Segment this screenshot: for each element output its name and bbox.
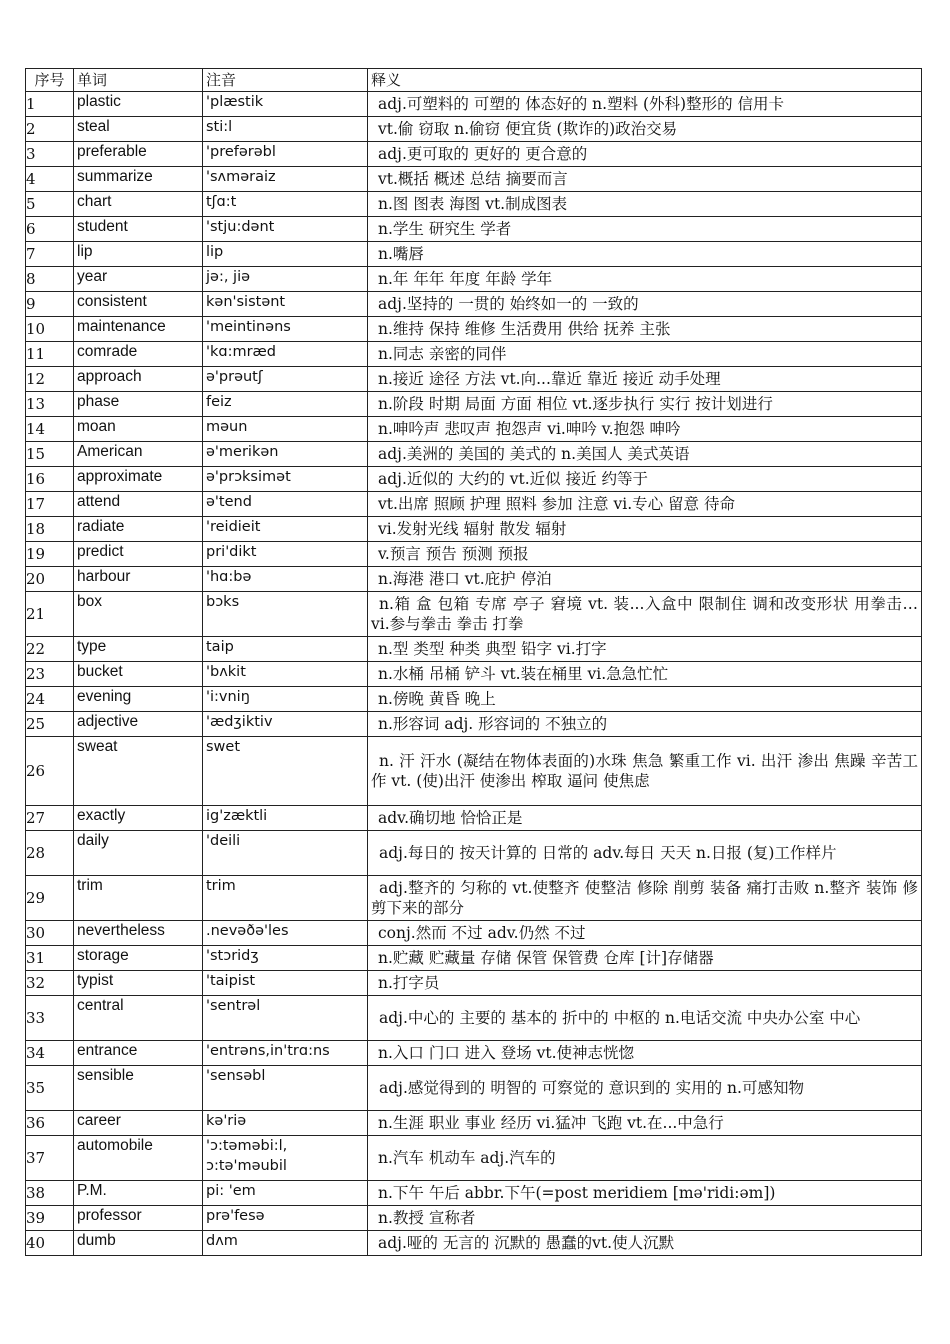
row-word: predict [74, 542, 203, 567]
row-phonetic: ə'prɔksimət [203, 467, 368, 492]
row-definition: vt.出席 照顾 护理 照料 参加 注意 vi.专心 留意 待命 [368, 492, 922, 517]
row-word: comrade [74, 342, 203, 367]
row-phonetic: ə'merikən [203, 442, 368, 467]
row-number: 26 [26, 737, 74, 806]
row-phonetic: məun [203, 417, 368, 442]
row-phonetic: swet [203, 737, 368, 806]
row-definition: adj.更可取的 更好的 更合意的 [368, 142, 922, 167]
row-number: 33 [26, 996, 74, 1041]
table-row [26, 921, 922, 946]
row-word: steal [74, 117, 203, 142]
row-number: 17 [26, 492, 74, 517]
row-definition: n.呻吟声 悲叹声 抱怨声 vi.呻吟 v.抱怨 呻吟 [368, 417, 922, 442]
row-word: entrance [74, 1041, 203, 1066]
row-number: 39 [26, 1206, 74, 1231]
table-row [26, 192, 922, 217]
header-number: 序号 [26, 69, 74, 92]
row-phonetic: pi: 'em [203, 1181, 368, 1206]
table-row [26, 1041, 922, 1066]
row-definition: n.维持 保持 维修 生活费用 供给 抚养 主张 [368, 317, 922, 342]
table-row [26, 637, 922, 662]
row-phonetic: sti:l [203, 117, 368, 142]
row-phonetic: taip [203, 637, 368, 662]
row-definition: n.箱 盒 包箱 专席 亭子 窘境 vt. 装...入盒中 限制住 调和改变形状 用拳击… vi.参与拳击 拳击 打拳 [368, 592, 922, 637]
row-phonetic: pri'dikt [203, 542, 368, 567]
row-word: typist [74, 971, 203, 996]
table-row [26, 167, 922, 192]
row-word: phase [74, 392, 203, 417]
table-row [26, 392, 922, 417]
row-definition: n.阶段 时期 局面 方面 相位 vt.逐步执行 实行 按计划进行 [368, 392, 922, 417]
row-phonetic: 'hɑ:bə [203, 567, 368, 592]
table-row [26, 996, 922, 1041]
row-phonetic: ə'tend [203, 492, 368, 517]
row-word: exactly [74, 806, 203, 831]
row-phonetic: 'ædʒiktiv [203, 712, 368, 737]
table-row [26, 971, 922, 996]
row-number: 5 [26, 192, 74, 217]
row-word: attend [74, 492, 203, 517]
row-phonetic: trim [203, 876, 368, 921]
row-phonetic: 'taipist [203, 971, 368, 996]
row-definition: adj.哑的 无言的 沉默的 愚蠢的vt.使人沉默 [368, 1231, 922, 1256]
row-definition: n.生涯 职业 事业 经历 vi.猛冲 飞跑 vt.在...中急行 [368, 1111, 922, 1136]
row-definition: v.预言 预告 预测 预报 [368, 542, 922, 567]
row-number: 21 [26, 592, 74, 637]
table-header-row [26, 69, 922, 92]
row-phonetic: 'sʌməraiz [203, 167, 368, 192]
row-phonetic: 'ɔ:təməbi:l, ɔ:tə'məubil [203, 1136, 368, 1181]
row-phonetic: kən'sistənt [203, 292, 368, 317]
row-phonetic: 'sensəbl [203, 1066, 368, 1111]
row-number: 37 [26, 1136, 74, 1181]
row-definition: n. 汗 汗水 (凝结在物体表面的)水珠 焦急 繁重工作 vi. 出汗 渗出 焦躁 辛苦工作 vt. (使)出汗 使渗出 榨取 逼问 使焦虑 [368, 737, 922, 806]
row-definition: n.图 图表 海图 vt.制成图表 [368, 192, 922, 217]
row-number: 3 [26, 142, 74, 167]
row-number: 36 [26, 1111, 74, 1136]
row-definition: adj.中心的 主要的 基本的 折中的 中枢的 n.电话交流 中央办公室 中心 [368, 996, 922, 1041]
row-word: dumb [74, 1231, 203, 1256]
row-word: plastic [74, 92, 203, 117]
row-word: American [74, 442, 203, 467]
table-row [26, 342, 922, 367]
row-number: 38 [26, 1181, 74, 1206]
table-row [26, 442, 922, 467]
table-row [26, 542, 922, 567]
row-definition: n.打字员 [368, 971, 922, 996]
row-number: 30 [26, 921, 74, 946]
row-number: 25 [26, 712, 74, 737]
row-phonetic: 'reidieit [203, 517, 368, 542]
row-word: summarize [74, 167, 203, 192]
row-word: approximate [74, 467, 203, 492]
row-word: professor [74, 1206, 203, 1231]
row-word: harbour [74, 567, 203, 592]
row-number: 14 [26, 417, 74, 442]
table-row [26, 292, 922, 317]
row-word: lip [74, 242, 203, 267]
row-definition: n.嘴唇 [368, 242, 922, 267]
row-definition: adj.可塑料的 可塑的 体态好的 n.塑料 (外科)整形的 信用卡 [368, 92, 922, 117]
table-row [26, 367, 922, 392]
table-row [26, 267, 922, 292]
row-phonetic: 'entrəns,in'trɑ:ns [203, 1041, 368, 1066]
row-phonetic: ig'zæktli [203, 806, 368, 831]
row-word: student [74, 217, 203, 242]
row-definition: n.形容词 adj. 形容词的 不独立的 [368, 712, 922, 737]
table-row [26, 117, 922, 142]
row-number: 27 [26, 806, 74, 831]
row-phonetic: .nevəðə'les [203, 921, 368, 946]
row-phonetic: 'deili [203, 831, 368, 876]
row-phonetic: 'bʌkit [203, 662, 368, 687]
row-definition: n.教授 宣称者 [368, 1206, 922, 1231]
row-word: consistent [74, 292, 203, 317]
row-number: 34 [26, 1041, 74, 1066]
table-body [26, 92, 922, 1256]
row-phonetic: 'plæstik [203, 92, 368, 117]
row-definition: adj.近似的 大约的 vt.近似 接近 约等于 [368, 467, 922, 492]
row-definition: n.同志 亲密的同伴 [368, 342, 922, 367]
row-definition: n.接近 途径 方法 vt.向...靠近 靠近 接近 动手处理 [368, 367, 922, 392]
row-number: 8 [26, 267, 74, 292]
row-word: nevertheless [74, 921, 203, 946]
row-definition: n.型 类型 种类 典型 铅字 vi.打字 [368, 637, 922, 662]
row-number: 7 [26, 242, 74, 267]
row-phonetic: jə:, jiə [203, 267, 368, 292]
row-phonetic: 'i:vniŋ [203, 687, 368, 712]
table-row [26, 242, 922, 267]
row-phonetic: lip [203, 242, 368, 267]
row-definition: n.年 年年 年度 年龄 学年 [368, 267, 922, 292]
row-number: 19 [26, 542, 74, 567]
table-row [26, 687, 922, 712]
row-definition: n.学生 研究生 学者 [368, 217, 922, 242]
row-word: box [74, 592, 203, 637]
row-definition: n.入口 门口 进入 登场 vt.使神志恍惚 [368, 1041, 922, 1066]
row-definition: vi.发射光线 辐射 散发 辐射 [368, 517, 922, 542]
row-definition: adj.感觉得到的 明智的 可察觉的 意识到的 实用的 n.可感知物 [368, 1066, 922, 1111]
row-definition: vt.偷 窃取 n.偷窃 便宜货 (欺诈的)政治交易 [368, 117, 922, 142]
row-number: 11 [26, 342, 74, 367]
row-definition: n.贮藏 贮藏量 存储 保管 保管费 仓库 [计]存储器 [368, 946, 922, 971]
table-row [26, 517, 922, 542]
row-phonetic: 'prefərəbl [203, 142, 368, 167]
row-definition: adj.坚持的 一贯的 始终如一的 一致的 [368, 292, 922, 317]
table-row [26, 417, 922, 442]
row-phonetic: feiz [203, 392, 368, 417]
row-word: evening [74, 687, 203, 712]
row-number: 6 [26, 217, 74, 242]
table-row [26, 1066, 922, 1111]
row-number: 31 [26, 946, 74, 971]
row-word: preferable [74, 142, 203, 167]
row-number: 10 [26, 317, 74, 342]
row-definition: adj.每日的 按天计算的 日常的 adv.每日 天天 n.日报 (复)工作样片 [368, 831, 922, 876]
table-row [26, 712, 922, 737]
table-row [26, 317, 922, 342]
table-row [26, 806, 922, 831]
header-phonetic: 注音 [203, 69, 368, 92]
row-word: bucket [74, 662, 203, 687]
row-phonetic: ə'prəutʃ [203, 367, 368, 392]
table-row [26, 831, 922, 876]
header-word: 单词 [74, 69, 203, 92]
row-word: trim [74, 876, 203, 921]
row-word: career [74, 1111, 203, 1136]
table-row [26, 492, 922, 517]
row-definition: adj.整齐的 匀称的 vt.使整齐 使整洁 修除 削剪 装备 痛打击败 n.整齐 装饰 修剪下来的部分 [368, 876, 922, 921]
row-number: 12 [26, 367, 74, 392]
table-row [26, 567, 922, 592]
row-word: central [74, 996, 203, 1041]
row-definition: vt.概括 概述 总结 摘要而言 [368, 167, 922, 192]
table-row [26, 1206, 922, 1231]
row-phonetic: dʌm [203, 1231, 368, 1256]
row-phonetic: kə'riə [203, 1111, 368, 1136]
row-number: 13 [26, 392, 74, 417]
table-row [26, 662, 922, 687]
vocabulary-table [25, 68, 922, 1256]
table-row [26, 946, 922, 971]
row-number: 35 [26, 1066, 74, 1111]
row-phonetic: tʃɑ:t [203, 192, 368, 217]
row-word: adjective [74, 712, 203, 737]
row-word: storage [74, 946, 203, 971]
row-phonetic: prə'fesə [203, 1206, 368, 1231]
row-number: 9 [26, 292, 74, 317]
table-row [26, 737, 922, 806]
row-word: chart [74, 192, 203, 217]
table-row [26, 1181, 922, 1206]
row-number: 23 [26, 662, 74, 687]
table-row [26, 217, 922, 242]
table-row [26, 92, 922, 117]
row-number: 1 [26, 92, 74, 117]
row-word: type [74, 637, 203, 662]
row-number: 20 [26, 567, 74, 592]
row-word: radiate [74, 517, 203, 542]
row-number: 22 [26, 637, 74, 662]
row-definition: n.汽车 机动车 adj.汽车的 [368, 1136, 922, 1181]
row-phonetic: bɔks [203, 592, 368, 637]
table-row [26, 142, 922, 167]
table-row [26, 467, 922, 492]
row-phonetic: 'stju:dənt [203, 217, 368, 242]
row-definition: n.傍晚 黄昏 晚上 [368, 687, 922, 712]
table-row [26, 592, 922, 637]
row-number: 16 [26, 467, 74, 492]
row-number: 40 [26, 1231, 74, 1256]
row-word: sensible [74, 1066, 203, 1111]
table-row [26, 876, 922, 921]
row-definition: adv.确切地 恰恰正是 [368, 806, 922, 831]
row-word: daily [74, 831, 203, 876]
row-word: approach [74, 367, 203, 392]
row-word: moan [74, 417, 203, 442]
row-definition: adj.美洲的 美国的 美式的 n.美国人 美式英语 [368, 442, 922, 467]
row-number: 15 [26, 442, 74, 467]
row-phonetic: 'meintinəns [203, 317, 368, 342]
row-definition: conj.然而 不过 adv.仍然 不过 [368, 921, 922, 946]
row-number: 4 [26, 167, 74, 192]
row-word: P.M. [74, 1181, 203, 1206]
row-number: 29 [26, 876, 74, 921]
row-definition: n.水桶 吊桶 铲斗 vt.装在桶里 vi.急急忙忙 [368, 662, 922, 687]
row-word: sweat [74, 737, 203, 806]
table-row [26, 1136, 922, 1181]
row-phonetic: 'sentrəl [203, 996, 368, 1041]
row-number: 28 [26, 831, 74, 876]
row-number: 18 [26, 517, 74, 542]
table-row [26, 1111, 922, 1136]
header-definition: 释义 [368, 69, 922, 92]
row-word: year [74, 267, 203, 292]
row-definition: n.海港 港口 vt.庇护 停泊 [368, 567, 922, 592]
row-phonetic: 'stɔridʒ [203, 946, 368, 971]
row-definition: n.下午 午后 abbr.下午(=post meridiem [mə'ridi:əm]) [368, 1181, 922, 1206]
row-word: automobile [74, 1136, 203, 1181]
row-number: 32 [26, 971, 74, 996]
row-number: 24 [26, 687, 74, 712]
row-word: maintenance [74, 317, 203, 342]
table-row [26, 1231, 922, 1256]
row-phonetic: 'kɑ:mræd [203, 342, 368, 367]
row-number: 2 [26, 117, 74, 142]
